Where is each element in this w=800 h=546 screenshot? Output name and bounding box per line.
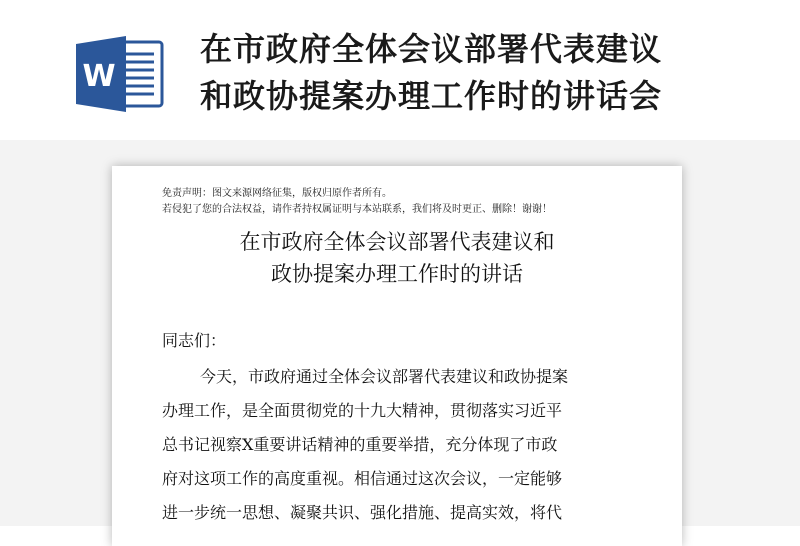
disclaimer <box>162 186 552 218</box>
banner-title-line-1: 在市政府全体会议部署代表建议 <box>200 30 663 68</box>
document-title <box>112 226 682 290</box>
body-line: 总书记视察X重要讲话精神的重要举措，充分体现了市政 <box>162 435 558 454</box>
disclaimer-line-1: 免责声明：图文来源网络征集，版权归原作者所有。 <box>162 188 392 199</box>
banner-title <box>200 26 790 120</box>
body-line: 府对这项工作的高度重视。相信通过这次会议，一定能够 <box>162 469 563 488</box>
document-title-line-2: 政协提案办理工作时的讲话 <box>271 262 523 286</box>
body-line: 进一步统一思想、凝聚共识、强化措施、提高实效，将代 <box>162 503 563 522</box>
salutation: 同志们： <box>162 331 227 350</box>
word-document-icon <box>76 34 166 114</box>
disclaimer-line-2: 若侵犯了您的合法权益，请作者持权属证明与本站联系，我们将及时更正、删除！谢谢！ <box>162 204 552 215</box>
document-title-line-1: 在市政府全体会议部署代表建议和 <box>239 230 555 254</box>
banner-title-line-2: 和政协提案办理工作时的讲话会 <box>200 77 663 115</box>
banner <box>0 0 800 140</box>
body-line: 今天，市政府通过全体会议部署代表建议和政协提案 <box>200 367 569 386</box>
document-body <box>162 360 632 530</box>
svg-text:W: W <box>82 59 116 94</box>
body-line: 办理工作，是全面贯彻党的十九大精神，贯彻落实习近平 <box>162 401 563 420</box>
document-page <box>112 166 682 546</box>
